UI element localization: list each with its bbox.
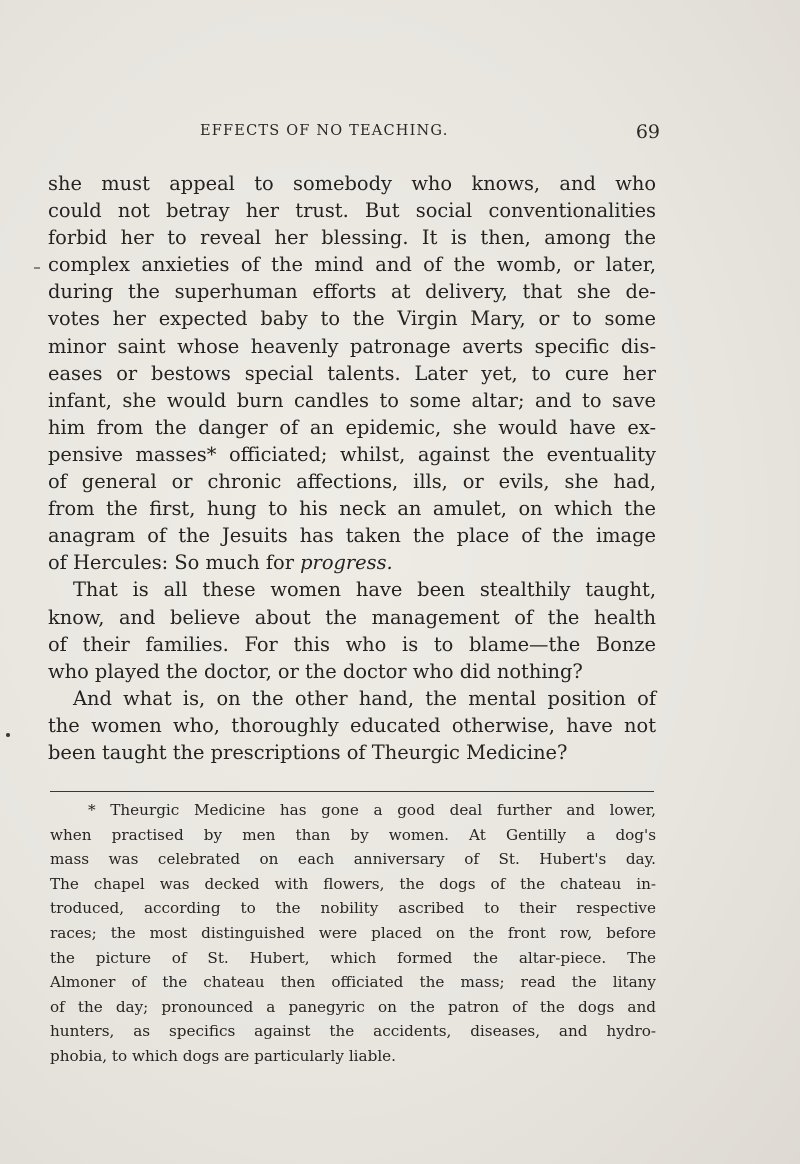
footnote-line: phobia, to which dogs are particularly liable. [50, 1046, 396, 1065]
text-line: him from the danger of an epidemic, she would have ex- [48, 415, 656, 439]
paragraph-2-line: of their families. For this who is to blame—the Bonze [48, 632, 656, 656]
paragraph-3-line: And what is, on the other hand, the mental position of [73, 686, 656, 710]
text-line: eases or bestows special talents. Later yet, to cure her [48, 361, 656, 385]
text-line: during the superhuman efforts at delivery, that she de- [48, 280, 656, 304]
footnote-divider [50, 791, 654, 792]
footnote-line: the picture of St. Hubert, which formed the altar-piece. The [50, 948, 656, 967]
text-line: of general or chronic affections, ills, or evils, she had, [48, 470, 656, 494]
paragraph-2-line: who played the doctor, or the doctor who did nothing? [48, 659, 583, 683]
paragraph-3-line: the women who, thoroughly educated otherwise, have not [48, 713, 656, 737]
text-line-start: of Hercules: So much for [48, 551, 301, 575]
text-line: from the first, hung to his neck an amulet, on which the [48, 497, 656, 521]
footnote-line: when practised by men than by women. At Gentilly a dog's [50, 825, 656, 844]
text-line [48, 549, 656, 576]
text-line: could not betray her trust. But social conventionalities [48, 199, 656, 223]
paragraph-2-line: That is all these women have been stealthily taught, [73, 578, 656, 602]
body-text [48, 170, 656, 766]
text-line: minor saint whose heavenly patronage averts specific dis- [48, 334, 656, 358]
page-header [200, 121, 660, 143]
text-line: anagram of the Jesuits has taken the place of the image [48, 524, 656, 548]
paragraph-2-line: know, and believe about the management of the health [48, 605, 656, 629]
text-line: forbid her to reveal her blessing. It is then, among the [48, 226, 656, 250]
text-line: infant, she would burn candles to some altar; and to save [48, 388, 656, 412]
text-line: votes her expected baby to the Virgin Mary, or to some [48, 307, 656, 331]
margin-dot [6, 733, 10, 737]
footnote-line: mass was celebrated on each anniversary of St. Hubert's day. [50, 850, 656, 869]
text-line: she must appeal to somebody who knows, and who [48, 172, 656, 195]
footnote-line: The chapel was decked with flowers, the dogs of the chateau in- [50, 874, 656, 893]
running-title: EFFECTS OF NO TEACHING. [200, 123, 449, 139]
text-line: complex anxieties of the mind and of the womb, or later, [48, 253, 656, 277]
text-line: pensive masses* officiated; whilst, against the eventuality [48, 442, 656, 466]
margin-dash [34, 267, 40, 269]
footnote-line: races; the most distinguished were placed on the front row, before [50, 923, 656, 942]
emphasis-progress: progress. [300, 551, 393, 575]
footnote-line: troduced, according to the nobility ascribed to their respective [50, 899, 656, 918]
footnote-line: Almoner of the chateau then officiated the mass; read the litany [50, 973, 656, 992]
paragraph-3-line: been taught the prescriptions of Theurgic Medicine? [48, 740, 568, 764]
footnote [50, 798, 656, 1069]
footnote-line: of the day; pronounced a panegyric on the patron of the dogs and [50, 997, 656, 1016]
footnote-line: hunters, as specifics against the accidents, diseases, and hydro- [50, 1022, 656, 1041]
footnote-line: * Theurgic Medicine has gone a good deal further and lower, [88, 801, 656, 819]
page-number: 69 [635, 121, 660, 143]
